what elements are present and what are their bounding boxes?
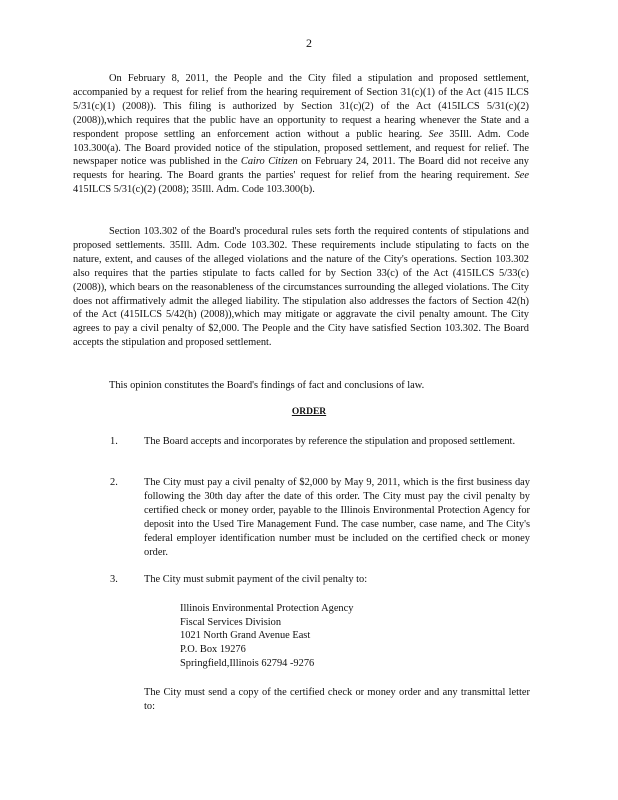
paragraph-3-text: This opinion constitutes the Board's findings of fact and conclusions of law. xyxy=(109,380,425,391)
address-line-2: Fiscal Services Division xyxy=(180,616,282,628)
see-citation-1: See xyxy=(428,128,444,140)
transmittal-instruction: The City must send a copy of the certified check or money order and any transmittal letter to: xyxy=(144,687,530,712)
paragraph-procedural-rules xyxy=(73,225,529,350)
order-heading: ORDER xyxy=(291,407,327,417)
paragraph-1-text-b: 35Ill. Adm. Code 103.300(a). The Board provided notice of the stipulation, proposed settlement, and request for relief. The newspaper notice was published in the xyxy=(73,128,529,168)
order-item-text: The City must submit payment of the civil penalty to: xyxy=(144,574,368,585)
payment-address xyxy=(180,602,353,671)
address-line-4: P.O. Box 19276 xyxy=(180,644,246,656)
order-item-number: 3. xyxy=(110,574,118,585)
newspaper-name: Cairo Citizen xyxy=(240,156,298,168)
paragraph-1-text-c: on February 24, 2011. The Board did not receive any requests for hearing. The Board grants the parties' request for relief from the hearing requirement. xyxy=(73,156,529,182)
order-item-2 xyxy=(110,476,530,559)
see-citation-2: See xyxy=(514,170,529,182)
order-item-number: 2. xyxy=(110,477,118,488)
paragraph-findings xyxy=(73,379,529,393)
address-line-1: Illinois Environmental Protection Agency xyxy=(180,603,354,614)
order-item-number: 1. xyxy=(110,436,118,447)
paragraph-1-text-a: On February 8, 2011, the People and the City filed a stipulation and proposed settlement, accompanied by a request for relief from the hearing requirement of Section 31(c)(1) of the Act (415 ILCS 5/31(c)(1) (2008)). This filing is authorized by Section 31(c)(2) of the Act (415ILCS 5/31(c)(2) (2008)),which requires that the public have an opportunity to request a hearing whenever the State and a respondent propose settling an enforcement action without a public hearing. xyxy=(73,73,529,140)
address-line-5: Springfield,Illinois 62794 -9276 xyxy=(180,657,315,669)
paragraph-2-text: Section 103.302 of the Board's procedural rules sets forth the required contents of stipulations and proposed settlements. 35Ill. Adm. Code 103.302. These requirements include stipulating to facts on the nature, extent, and causes of the alleged violations and the nature of the City's operations. Section 103.302 also requires that the parties stipulate to facts called for by Section 33(c) of the Act (415ILCS 5/33(c) (2008)), which bears on the reasonableness of the circumstances surrounding the alleged violations. The City does not affirmatively admit the alleged liability. The stipulation also addresses the factors of Section 42(h) of the Act (415ILCS 5/42(h) (2008)),which may mitigate or aggravate the civil penalty amount. The City agrees to pay a civil penalty of $2,000. The People and the City have satisfied Section 103.302. The Board accepts the stipulation and proposed settlement. xyxy=(73,226,529,349)
order-item-text: The City must pay a civil penalty of $2,000 by May 9, 2011, which is the first business day following the 30th day after the date of this order. The City must pay the civil penalty by certified check or money order, payable to the Illinois Environmental Protection Agency for deposit into the Used Tire Management Fund. The case number, case name, and The City's federal employer identification number must be included on the certified check or money order. xyxy=(144,477,530,558)
order-item-3 xyxy=(110,573,530,587)
address-line-3: 1021 North Grand Avenue East xyxy=(180,630,311,642)
order-item-1 xyxy=(110,435,530,449)
order-item-text: The Board accepts and incorporates by reference the stipulation and proposed settlement. xyxy=(144,436,516,447)
paragraph-1-text-d: 415ILCS 5/31(c)(2) (2008); 35Ill. Adm. Code 103.300(b). xyxy=(73,184,315,196)
page-number: 2 xyxy=(306,36,312,50)
paragraph-settlement-filing xyxy=(73,72,529,197)
